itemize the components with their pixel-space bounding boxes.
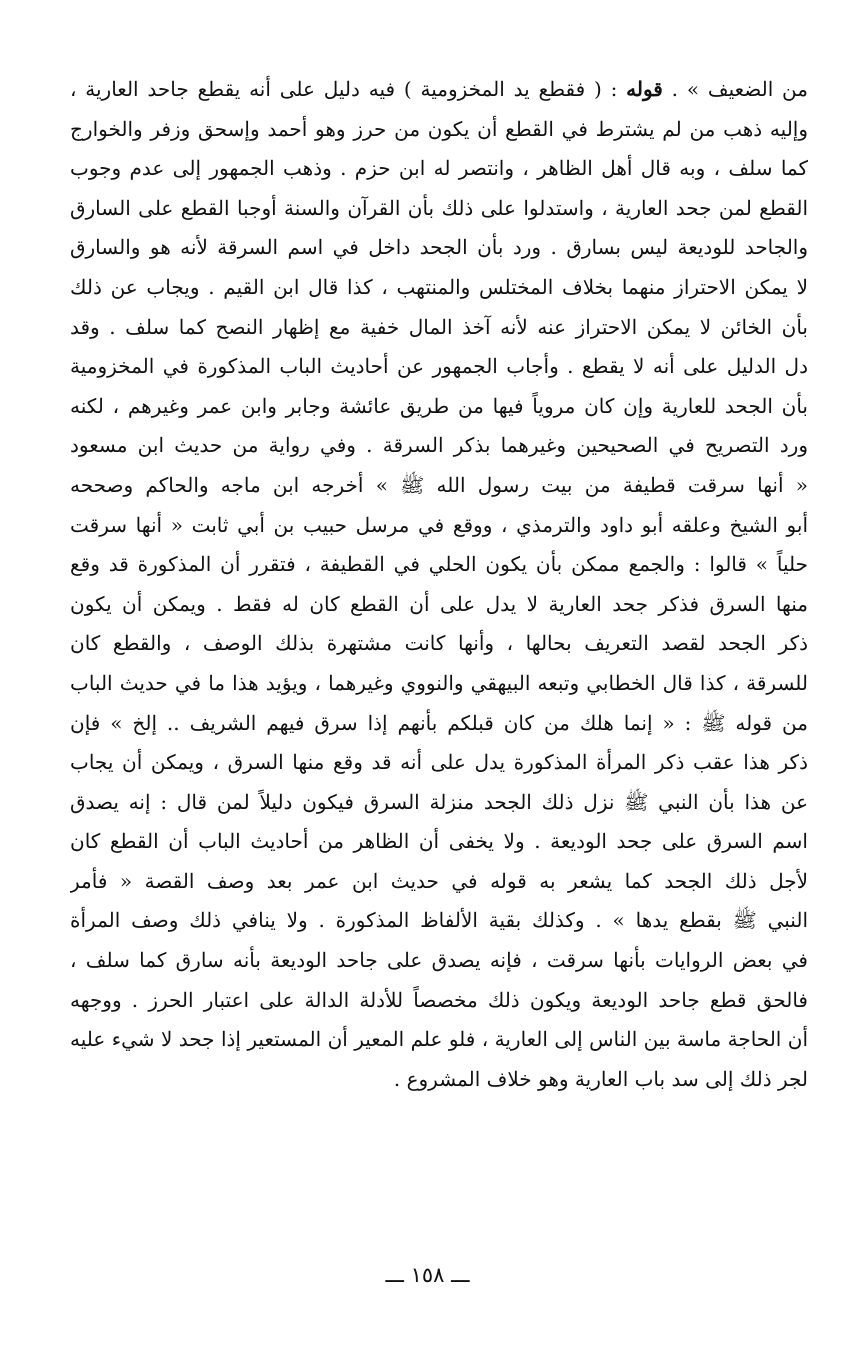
text-line (70, 110, 808, 150)
text-segment: ذكر هذا عقب ذكر المرأة المذكورة يدل على أنه قد وقع منها السرق ، ويمكن أن يجاب (70, 750, 808, 775)
text-segment: عن هذا بأن النبي ﷺ نزل ذلك الجحد منزلة السرق فيكون دليلاً لمن قال : إنه يصدق (70, 789, 808, 814)
text-segment: فالحق قطع جاحد الوديعة ويكون ذلك مخصصاً للأدلة الدالة على اعتبار الحرز . ووجهه (70, 987, 808, 1012)
text-line (70, 664, 808, 704)
text-line (70, 783, 808, 823)
text-segment: من قوله ﷺ : « إنما هلك من كان قبلكم بأنهم إذا سرق فيهم الشريف .. إلخ » فإن (70, 710, 808, 735)
text-segment: أبو الشيخ وعلقه أبو داود والترمذي ، ووقع في مرسل حبيب بن أبي ثابت « أنها سرقت (70, 512, 808, 537)
text-line (70, 585, 808, 625)
text-line (70, 308, 808, 348)
text-line (70, 624, 808, 664)
text-segment: بأن الجحد للعارية وإن كان مروياً فيها من طريق عائشة وجابر وابن عمر وغيرهم ، لكنه (70, 393, 808, 418)
text-line (70, 466, 808, 506)
text-segment: النبي ﷺ بقطع يدها » . وكذلك بقية الألفاظ المذكورة . ولا ينافي ذلك وصف المرأة (70, 908, 808, 933)
text-line (70, 347, 808, 387)
text-line (70, 743, 808, 783)
text-line (70, 70, 808, 110)
text-line (70, 901, 808, 941)
text-line (70, 862, 808, 902)
text-segment: حلياً » قالوا : والجمع ممكن بأن يكون الحلي في القطيفة ، فتقرر أن المذكورة قد وقع (70, 552, 808, 577)
text-segment: أن الحاجة ماسة بين الناس إلى العارية ، فلو علم المعير أن المستعير إذا جحد لا شيء عليه (70, 1027, 808, 1052)
text-line (70, 822, 808, 862)
text-line (70, 228, 808, 268)
text-segment: منها السرق فذكر جحد العارية لا يدل على أن القطع كان له فقط . ويمكن أن يكون (70, 591, 808, 616)
text-segment: ورد التصريح في الصحيحين وغيرهما بذكر السرقة . وفي رواية من حديث ابن مسعود (70, 433, 808, 458)
body-text (70, 70, 808, 1099)
text-segment: من الضعيف » . (662, 77, 808, 101)
text-segment: : ( فقطع يد المخزومية ) فيه دليل على أنه يقطع جاحد العارية ، (70, 77, 627, 101)
text-line (70, 506, 808, 546)
page-number: ـــ ١٥٨ ـــ (385, 1263, 470, 1287)
text-segment: كما سلف ، وبه قال أهل الظاهر ، وانتصر له ابن حزم . وذهب الجمهور إلى عدم وجوب (70, 156, 808, 181)
text-line (70, 545, 808, 585)
text-segment: للسرقة ، كذا قال الخطابي وتبعه البيهقي والنووي وغيرهما ، ويؤيد هذا ما في حديث الباب (70, 670, 808, 695)
text-segment: لا يمكن الاحتراز منهما بخلاف المختلس والمنتهب ، كذا قال ابن القيم . ويجاب عن ذلك (70, 274, 808, 299)
text-segment: وإليه ذهب من لم يشترط في القطع أن يكون من حرز وهو أحمد وإسحق وزفر والخوارج (70, 116, 808, 141)
text-line (70, 1060, 808, 1100)
text-line (70, 1020, 808, 1060)
text-line (70, 426, 808, 466)
text-segment: في بعض الروايات بأنها سرقت ، فإنه يصدق على جاحد الوديعة بأنه سارق كما سلف ، (70, 948, 808, 973)
text-line (70, 268, 808, 308)
text-line (70, 149, 808, 189)
text-segment: « أنها سرقت قطيفة من بيت رسول الله ﷺ » أخرجه ابن ماجه والحاكم وصححه (70, 472, 808, 497)
bold-keyword: قوله (626, 77, 663, 101)
text-segment: لجر ذلك إلى سد باب العارية وهو خلاف المشروع . (393, 1066, 808, 1091)
text-line (70, 941, 808, 981)
text-segment: اسم السرق على جحد الوديعة . ولا يخفى أن الظاهر من أحاديث الباب أن القطع كان (70, 829, 808, 854)
text-segment: دل الدليل على أنه لا يقطع . وأجاب الجمهور عن أحاديث الباب المذكورة في المخزومية (70, 354, 808, 379)
text-segment: لأجل ذلك الجحد كما يشعر به قوله في حديث ابن عمر بعد وصف القصة « فأمر (70, 868, 808, 893)
text-line (70, 387, 808, 427)
text-line (70, 981, 808, 1021)
text-segment: والجاحد للوديعة ليس بسارق . ورد بأن الجحد داخل في اسم السرقة لأنه هو والسارق (70, 235, 808, 260)
text-segment: ذكر الجحد لقصد التعريف بحالها ، وأنها كانت مشتهرة بذلك الوصف ، والقطع كان (70, 631, 808, 656)
text-line (70, 189, 808, 229)
text-segment: بأن الخائن لا يمكن الاحتراز عنه لأنه آخذ المال خفية مع إظهار النصح كما سلف . وقد (70, 314, 808, 339)
text-segment: القطع لمن جحد العارية ، واستدلوا على ذلك بأن القرآن والسنة أوجبا القطع على السارق (70, 195, 808, 220)
text-line (70, 704, 808, 744)
